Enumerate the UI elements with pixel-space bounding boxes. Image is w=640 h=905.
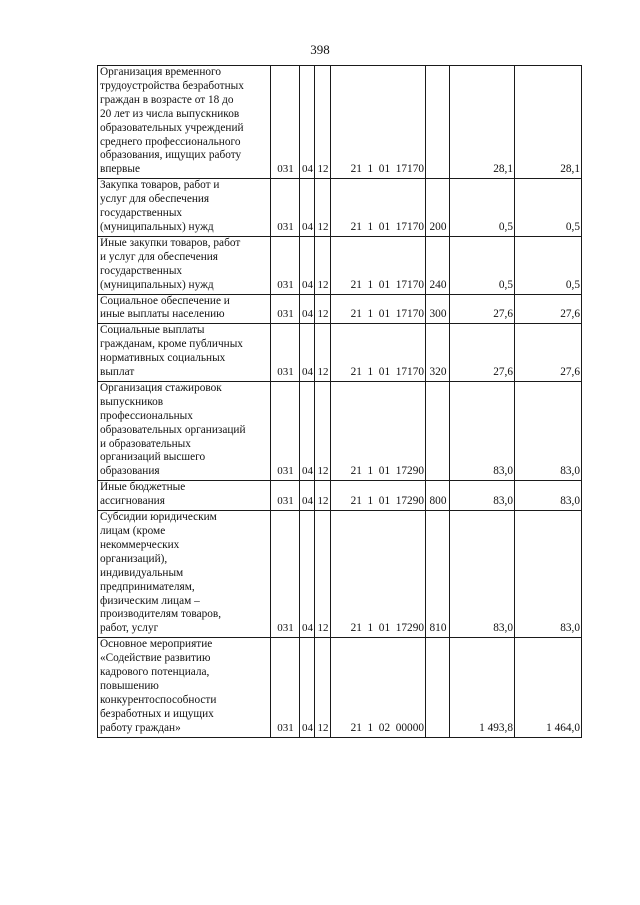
expense-name-line: и образовательных bbox=[100, 437, 191, 450]
expense-name-line: Иные бюджетные bbox=[100, 481, 186, 494]
section-code-cell: 04 bbox=[300, 324, 315, 382]
expense-name-line: Субсидии юридическим bbox=[100, 511, 217, 524]
expense-name-cell bbox=[98, 66, 271, 179]
target-article-cell: 21 1 01 17170 bbox=[331, 324, 426, 382]
expense-name-cell bbox=[98, 179, 271, 237]
expense-name-line: (муниципальных) нужд bbox=[100, 220, 214, 233]
expense-name-line: конкурентоспособности bbox=[100, 693, 217, 706]
expense-name-line: Иные закупки товаров, работ bbox=[100, 236, 241, 249]
ministry-code-cell: 031 bbox=[271, 236, 300, 294]
target-article-cell: 21 1 01 17290 bbox=[331, 481, 426, 511]
amount-year-2-cell: 27,6 bbox=[515, 324, 582, 382]
section-code-cell: 04 bbox=[300, 66, 315, 179]
expense-name-line: некоммерческих bbox=[100, 538, 180, 551]
amount-year-2-cell: 83,0 bbox=[515, 481, 582, 511]
expense-name-line: (муниципальных) нужд bbox=[100, 278, 214, 291]
page-number: 398 bbox=[310, 42, 330, 57]
amount-year-2-cell: 1 464,0 bbox=[515, 638, 582, 737]
amount-year-2-cell: 83,0 bbox=[515, 381, 582, 480]
expense-name-line: и услуг для обеспечения bbox=[100, 250, 218, 263]
amount-year-2-cell: 0,5 bbox=[515, 179, 582, 237]
expense-name-line: граждан в возрасте от 18 до bbox=[100, 93, 234, 106]
expense-type-cell bbox=[426, 66, 450, 179]
table-row bbox=[98, 294, 582, 324]
amount-year-1-cell: 0,5 bbox=[450, 236, 515, 294]
expense-name-line: иные выплаты населению bbox=[100, 308, 225, 321]
target-article-cell: 21 1 01 17170 bbox=[331, 236, 426, 294]
expense-name-line: предпринимателям, bbox=[100, 580, 195, 593]
target-article-cell: 21 1 01 17290 bbox=[331, 381, 426, 480]
table-row bbox=[98, 324, 582, 382]
expense-name-line: Организация временного bbox=[100, 66, 222, 78]
table-row bbox=[98, 511, 582, 638]
table-body bbox=[98, 66, 582, 738]
subsection-code-cell: 12 bbox=[315, 481, 331, 511]
section-code-cell: 04 bbox=[300, 481, 315, 511]
amount-year-1-cell: 27,6 bbox=[450, 324, 515, 382]
expense-name-line: кадрового потенциала, bbox=[100, 666, 210, 679]
amount-year-1-cell: 83,0 bbox=[450, 511, 515, 638]
expense-type-cell: 810 bbox=[426, 511, 450, 638]
expense-name-line: лицам (кроме bbox=[100, 525, 166, 537]
expense-name-line: образовательных учреждений bbox=[100, 121, 244, 134]
amount-year-2-cell: 0,5 bbox=[515, 236, 582, 294]
table-row bbox=[98, 66, 582, 179]
expense-name-line: впервые bbox=[100, 163, 140, 176]
subsection-code-cell: 12 bbox=[315, 381, 331, 480]
section-code-cell: 04 bbox=[300, 294, 315, 324]
expense-name-line: организаций высшего bbox=[100, 451, 206, 464]
subsection-code-cell: 12 bbox=[315, 294, 331, 324]
section-code-cell: 04 bbox=[300, 179, 315, 237]
ministry-code-cell: 031 bbox=[271, 294, 300, 324]
expense-name-line: профессиональных bbox=[100, 409, 193, 422]
expense-name-line: услуг для обеспечения bbox=[100, 193, 210, 206]
table-row bbox=[98, 179, 582, 237]
subsection-code-cell: 12 bbox=[315, 511, 331, 638]
budget-table bbox=[97, 65, 582, 738]
expense-name-line: работ, услуг bbox=[100, 622, 159, 635]
subsection-code-cell: 12 bbox=[315, 638, 331, 737]
expense-name-line: государственных bbox=[100, 207, 183, 220]
subsection-code-cell: 12 bbox=[315, 236, 331, 294]
target-article-cell: 21 1 01 17290 bbox=[331, 511, 426, 638]
amount-year-1-cell: 27,6 bbox=[450, 294, 515, 324]
amount-year-1-cell: 28,1 bbox=[450, 66, 515, 179]
ministry-code-cell: 031 bbox=[271, 381, 300, 480]
subsection-code-cell: 12 bbox=[315, 66, 331, 179]
table-row bbox=[98, 236, 582, 294]
amount-year-1-cell: 0,5 bbox=[450, 179, 515, 237]
expense-name-line: Социальные выплаты bbox=[100, 324, 205, 337]
expense-name-line: среднего профессионального bbox=[100, 135, 241, 148]
ministry-code-cell: 031 bbox=[271, 481, 300, 511]
expense-name-line: 20 лет из числа выпускников bbox=[100, 107, 240, 120]
expense-name-line: Основное мероприятие bbox=[100, 638, 213, 651]
amount-year-2-cell: 27,6 bbox=[515, 294, 582, 324]
table-row bbox=[98, 381, 582, 480]
target-article-cell: 21 1 01 17170 bbox=[331, 179, 426, 237]
expense-name-cell bbox=[98, 511, 271, 638]
expense-name-line: производителям товаров, bbox=[100, 608, 222, 621]
amount-year-2-cell: 28,1 bbox=[515, 66, 582, 179]
expense-name-line: ассигнования bbox=[100, 495, 165, 508]
section-code-cell: 04 bbox=[300, 381, 315, 480]
expense-name-cell bbox=[98, 294, 271, 324]
ministry-code-cell: 031 bbox=[271, 511, 300, 638]
expense-name-line: индивидуальным bbox=[100, 566, 184, 579]
amount-year-1-cell: 83,0 bbox=[450, 381, 515, 480]
expense-name-line: Организация стажировок bbox=[100, 381, 222, 394]
expense-type-cell: 800 bbox=[426, 481, 450, 511]
expense-name-cell bbox=[98, 481, 271, 511]
ministry-code-cell: 031 bbox=[271, 179, 300, 237]
expense-name-line: повышению bbox=[100, 679, 159, 692]
expense-name-line: Закупка товаров, работ и bbox=[100, 179, 220, 192]
expense-name-line: безработных и ищущих bbox=[100, 707, 214, 720]
expense-name-line: гражданам, кроме публичных bbox=[100, 338, 243, 351]
ministry-code-cell: 031 bbox=[271, 638, 300, 737]
expense-name-cell bbox=[98, 381, 271, 480]
expense-name-line: образовательных организаций bbox=[100, 423, 246, 436]
expense-name-cell bbox=[98, 324, 271, 382]
expense-name-line: организаций), bbox=[100, 552, 168, 565]
expense-name-line: нормативных социальных bbox=[100, 352, 226, 365]
expense-name-cell bbox=[98, 236, 271, 294]
section-code-cell: 04 bbox=[300, 236, 315, 294]
expense-type-cell bbox=[426, 638, 450, 737]
amount-year-1-cell: 83,0 bbox=[450, 481, 515, 511]
table-row bbox=[98, 481, 582, 511]
expense-name-line: выпускников bbox=[100, 395, 164, 408]
amount-year-1-cell: 1 493,8 bbox=[450, 638, 515, 737]
expense-type-cell: 240 bbox=[426, 236, 450, 294]
expense-name-line: работу граждан» bbox=[100, 721, 181, 734]
table-row bbox=[98, 638, 582, 737]
expense-name-line: «Содействие развитию bbox=[100, 652, 211, 665]
section-code-cell: 04 bbox=[300, 511, 315, 638]
ministry-code-cell: 031 bbox=[271, 66, 300, 179]
target-article-cell: 21 1 02 00000 bbox=[331, 638, 426, 737]
expense-name-line: образования, ищущих работу bbox=[100, 149, 242, 162]
target-article-cell: 21 1 01 17170 bbox=[331, 66, 426, 179]
subsection-code-cell: 12 bbox=[315, 324, 331, 382]
expense-type-cell bbox=[426, 381, 450, 480]
expense-name-line: государственных bbox=[100, 264, 183, 277]
expense-name-line: Социальное обеспечение и bbox=[100, 294, 230, 307]
expense-name-line: трудоустройства безработных bbox=[100, 79, 244, 92]
expense-name-line: физическим лицам – bbox=[100, 594, 200, 607]
ministry-code-cell: 031 bbox=[271, 324, 300, 382]
expense-name-line: образования bbox=[100, 465, 160, 478]
expense-name-cell bbox=[98, 638, 271, 737]
subsection-code-cell: 12 bbox=[315, 179, 331, 237]
expense-type-cell: 200 bbox=[426, 179, 450, 237]
expense-name-line: выплат bbox=[100, 366, 135, 379]
expense-type-cell: 300 bbox=[426, 294, 450, 324]
amount-year-2-cell: 83,0 bbox=[515, 511, 582, 638]
expense-type-cell: 320 bbox=[426, 324, 450, 382]
section-code-cell: 04 bbox=[300, 638, 315, 737]
target-article-cell: 21 1 01 17170 bbox=[331, 294, 426, 324]
